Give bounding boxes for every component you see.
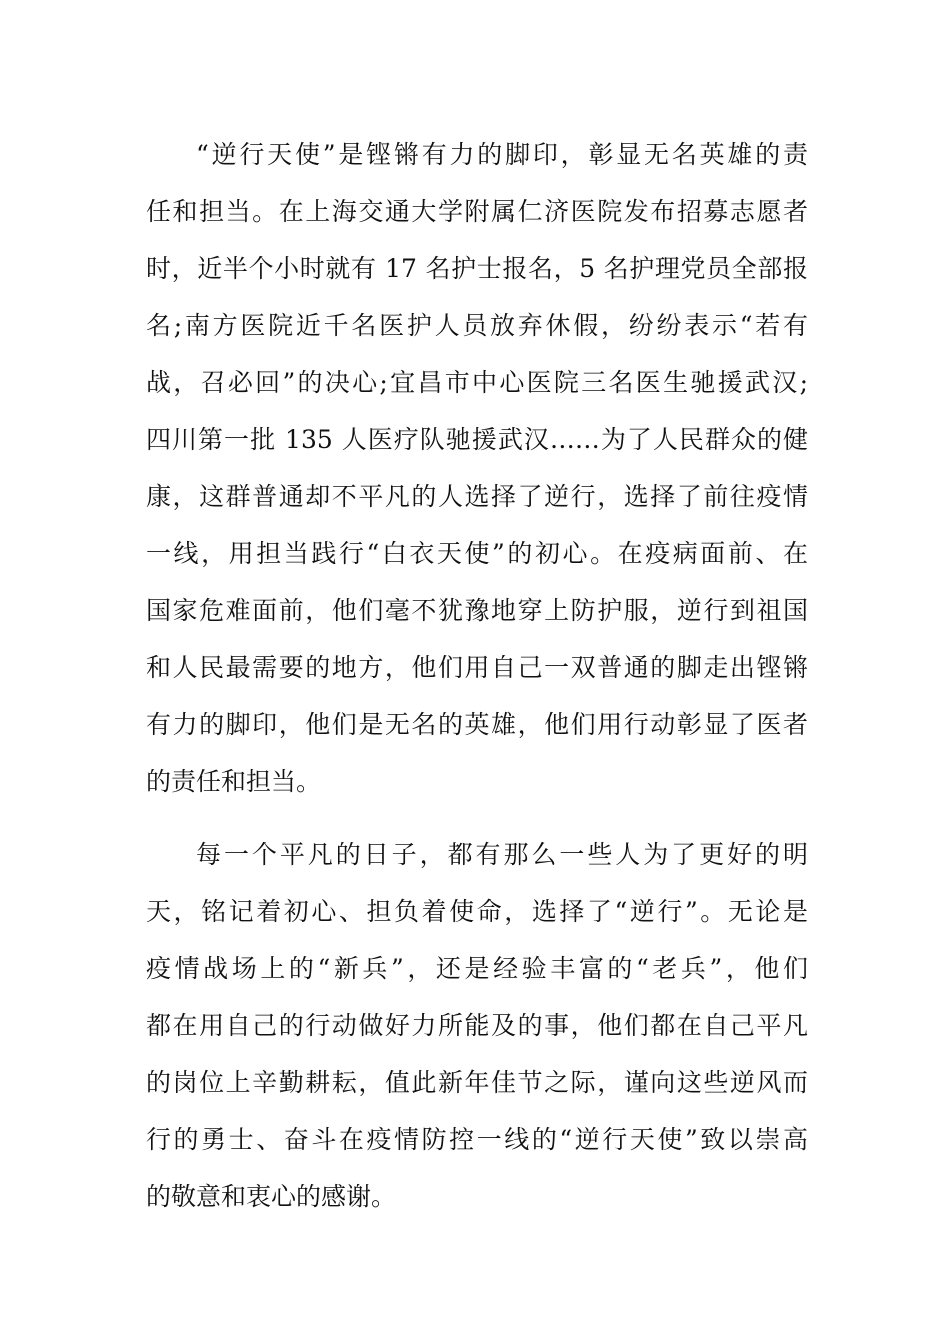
paragraph-line: 一线，用担当践行“白衣天使”的初心。在疫病面前、在 <box>146 539 808 568</box>
paragraph-line: 疫情战场上的“新兵”，还是经验丰富的“老兵”，他们 <box>146 954 808 983</box>
paragraph-line: 都在用自己的行动做好力所能及的事，他们都在自己平凡 <box>146 1011 808 1040</box>
paragraph-line: 四川第一批 135 人医疗队驰援武汉……为了人民群众的健 <box>146 425 808 454</box>
paragraph-line: 和人民最需要的地方，他们用自己一双普通的脚走出铿锵 <box>146 653 808 682</box>
paragraph-line: 任和担当。在上海交通大学附属仁济医院发布招募志愿者 <box>146 197 808 226</box>
paragraph-line: 康，这群普通却不平凡的人选择了逆行，选择了前往疫情 <box>146 482 808 511</box>
paragraph-line: 有力的脚印，他们是无名的英雄，他们用行动彰显了医者 <box>146 710 808 739</box>
paragraph-line: 的敬意和衷心的感谢。 <box>146 1182 397 1211</box>
paragraph-line: 的岗位上辛勤耕耘，值此新年佳节之际，谨向这些逆风而 <box>146 1068 808 1097</box>
paragraph-line: 国家危难面前，他们毫不犹豫地穿上防护服，逆行到祖国 <box>146 596 808 625</box>
paragraph-line: 天，铭记着初心、担负着使命，选择了“逆行”。无论是 <box>146 897 808 926</box>
paragraph-line: “逆行天使”是铿锵有力的脚印，彰显无名英雄的责 <box>196 140 808 169</box>
paragraph-2 <box>146 826 808 1225</box>
paragraph-line: 战，召必回”的决心;宜昌市中心医院三名医生驰援武汉; <box>146 368 808 397</box>
paragraph-line: 名;南方医院近千名医护人员放弃休假，纷纷表示“若有 <box>146 311 808 340</box>
paragraph-line: 的责任和担当。 <box>146 767 322 796</box>
paragraph-line: 每一个平凡的日子，都有那么一些人为了更好的明 <box>196 840 808 869</box>
paragraph-line: 行的勇士、奋斗在疫情防控一线的“逆行天使”致以崇高 <box>146 1125 808 1154</box>
paragraph-1 <box>146 126 808 810</box>
paragraph-line: 时，近半个小时就有 17 名护士报名，5 名护理党员全部报 <box>146 254 808 283</box>
